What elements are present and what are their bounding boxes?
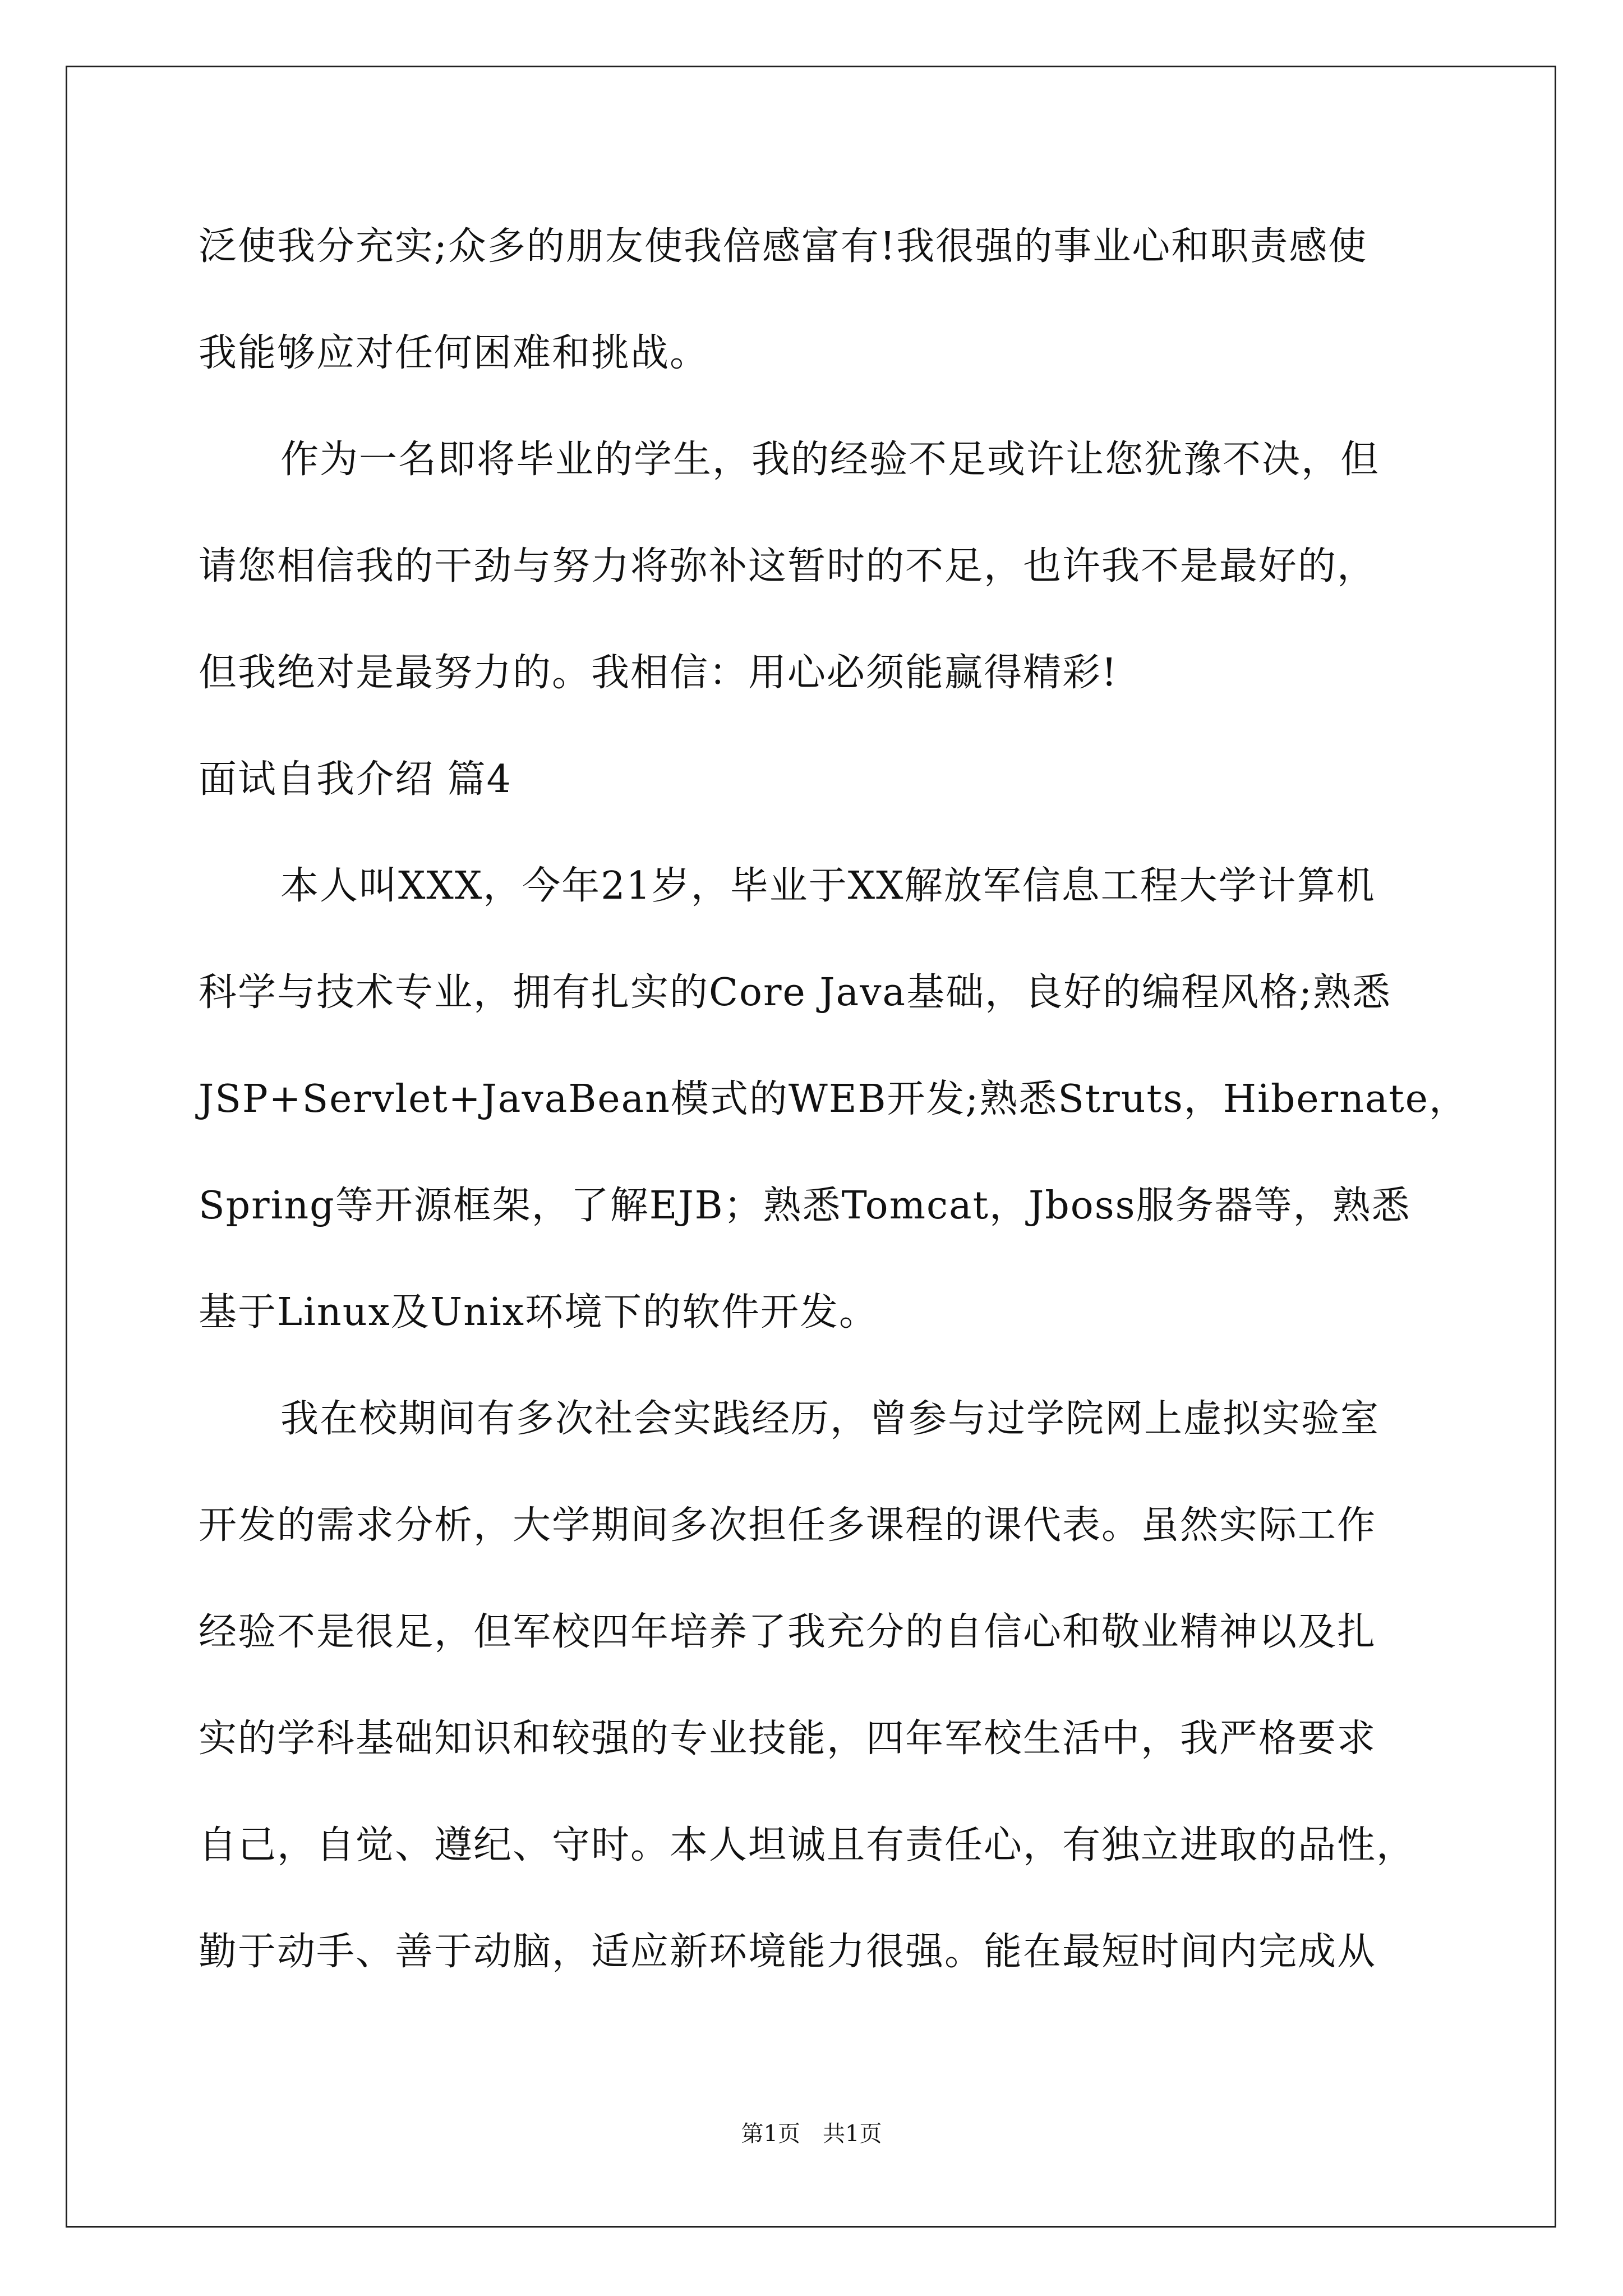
text-line-17: 勤于动手、善于动脑，适应新环境能力很强。能在最短时间内完成从 [199,1930,1377,1974]
text-line-7: 本人叫XXX，今年21岁，毕业于XX解放军信息工程大学计算机 [280,864,1376,908]
text-line-16: 自己，自觉、遵纪、守时。本人坦诚且有责任心，有独立进取的品性， [199,1823,1416,1867]
text-line-4: 请您相信我的干劲与努力将弥补这暂时的不足，也许我不是最好的， [199,544,1377,588]
text-line-10: Spring等开源框架，了解EJB；熟悉Tomcat，Jboss服务器等，熟悉 [199,1184,1411,1228]
text-line-5: 但我绝对是最努力的。我相信：用心必须能赢得精彩! [199,651,1118,695]
text-line-3: 作为一名即将毕业的学生，我的经验不足或许让您犹豫不决，但 [280,438,1380,482]
page-footer: 第1页 共1页 [741,2121,882,2147]
text-line-1: 泛使我分充实;众多的朋友使我倍感富有!我很强的事业心和职责感使 [199,224,1368,269]
text-line-13: 开发的需求分析，大学期间多次担任多课程的课代表。虽然实际工作 [199,1503,1377,1548]
text-line-11: 基于Linux及Unix环境下的软件开发。 [199,1290,879,1335]
text-line-12: 我在校期间有多次社会实践经历，曾参与过学院网上虚拟实验室 [280,1397,1380,1441]
text-line-2: 我能够应对任何困难和挑战。 [199,331,709,375]
text-line-15: 实的学科基础知识和较强的专业技能，四年军校生活中，我严格要求 [199,1717,1377,1761]
text-line-9: JSP+Servlet+JavaBean模式的WEB开发;熟悉Struts，Hibernate， [199,1077,1468,1121]
section-heading: 面试自我介绍 篇4 [199,757,512,802]
page-border [66,66,1556,2228]
text-line-8: 科学与技术专业，拥有扎实的Core Java基础，良好的编程风格;熟悉 [199,970,1392,1015]
text-line-14: 经验不是很足，但军校四年培养了我充分的自信心和敬业精神以及扎 [199,1610,1377,1654]
